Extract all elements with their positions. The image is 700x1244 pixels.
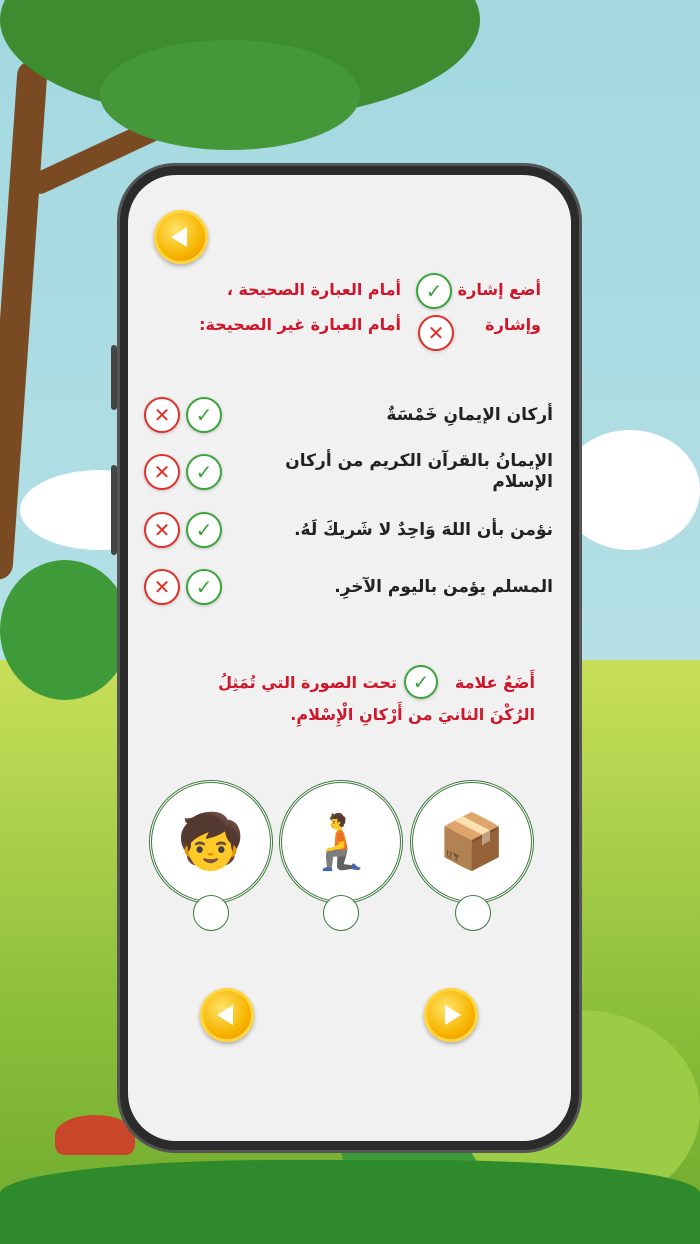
mark-correct-button[interactable] <box>186 569 222 605</box>
mark-correct-button[interactable] <box>186 397 222 433</box>
instruction-text: أضع إشارة <box>457 280 541 299</box>
check-icon <box>416 273 452 309</box>
previous-arrow-icon <box>217 1005 233 1025</box>
previous-button[interactable] <box>200 988 254 1042</box>
answer-circle[interactable] <box>323 895 359 931</box>
check-icon: ✓ <box>195 518 213 542</box>
cross-icon <box>418 315 454 351</box>
instruction-text: أمام العبارة الصحيحة ، <box>226 280 401 299</box>
mark-wrong-button[interactable] <box>144 454 180 490</box>
check-icon: ✓ <box>195 403 213 427</box>
mark-correct-button[interactable] <box>186 512 222 548</box>
answer-circle[interactable] <box>193 895 229 931</box>
picture-charity[interactable] <box>410 780 534 904</box>
boy-hajj-icon: 🧒 <box>177 810 245 873</box>
boy-praying-icon: 🧎 <box>307 810 375 873</box>
bush <box>0 560 130 700</box>
next-arrow-icon <box>445 1005 461 1025</box>
cross-icon: ✕ <box>153 518 171 542</box>
cross-icon: ✕ <box>153 403 171 427</box>
check-icon: ✓ <box>195 460 213 484</box>
instruction-text: أمام العبارة غير الصحيحة: <box>199 315 401 334</box>
check-icon: ✓ <box>195 575 213 599</box>
statement-text: الإيمانُ بالقرآن الكريم من أركان الإسلام <box>285 451 553 492</box>
question-text: أَضَعُ علامة <box>454 673 535 692</box>
mark-wrong-button[interactable] <box>144 397 180 433</box>
statement-text: نؤمن بأن اللهَ وَاحِدٌ لا شَريكَ لَهُ. <box>294 519 553 540</box>
cross-glyph: ✕ <box>427 321 445 345</box>
check-glyph: ✓ <box>412 670 430 694</box>
phone-screen <box>128 175 571 1141</box>
mark-correct-button[interactable] <box>186 454 222 490</box>
back-arrow-icon <box>171 227 187 247</box>
cross-icon: ✕ <box>153 575 171 599</box>
answer-circle[interactable] <box>455 895 491 931</box>
picture-hajj[interactable] <box>149 780 273 904</box>
check-glyph: ✓ <box>425 279 443 303</box>
cross-icon: ✕ <box>153 460 171 484</box>
picture-prayer[interactable] <box>279 780 403 904</box>
statement-text: أركان الإيمانِ خَمْسَةٌ <box>386 404 553 425</box>
back-button[interactable] <box>154 210 208 264</box>
tree-leaves <box>100 40 360 150</box>
instruction-text: وإشارة <box>485 315 541 334</box>
statement-text: المسلم يؤمن باليوم الآخرِ. <box>334 576 553 597</box>
question-text: الرُكْنَ الثانيَ من أَرْكانِ الْإِسْلامِ. <box>290 705 535 724</box>
check-icon <box>404 665 438 699</box>
next-button[interactable] <box>424 988 478 1042</box>
mark-wrong-button[interactable] <box>144 512 180 548</box>
boy-charity-icon: 📦 <box>438 810 506 873</box>
question-text: تحت الصورة التي تُمَثِلُ <box>218 673 397 692</box>
foreground-plants <box>0 1160 700 1244</box>
mark-wrong-button[interactable] <box>144 569 180 605</box>
